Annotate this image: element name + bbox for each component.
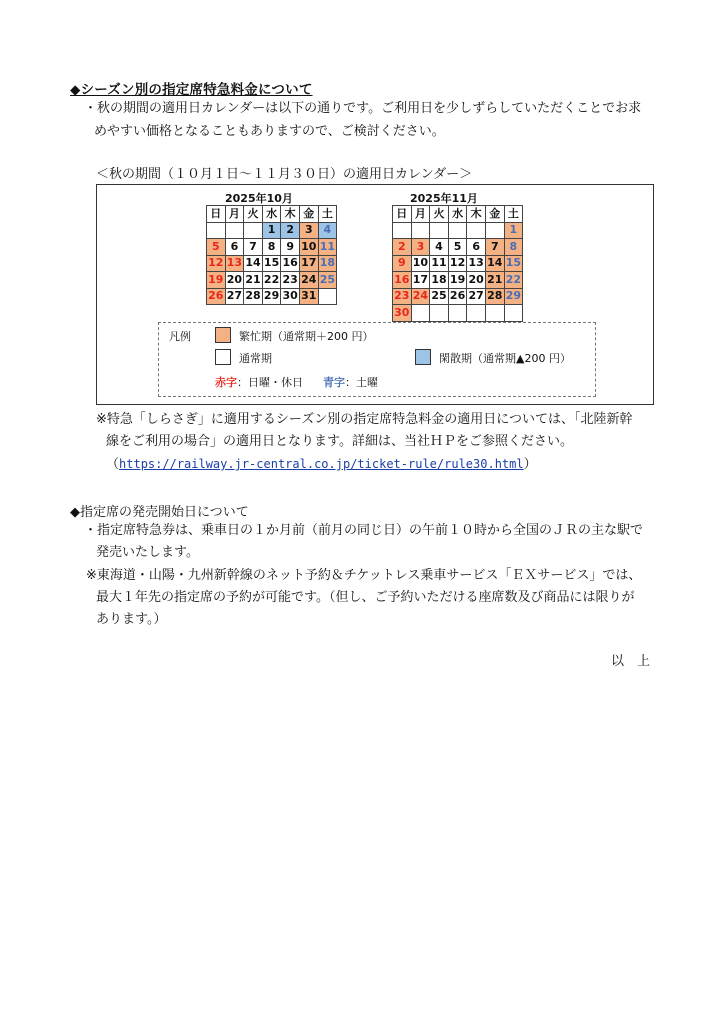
day-cell: 25 — [318, 272, 337, 289]
empty-cell — [393, 222, 412, 239]
weekday-cell: 日 — [393, 206, 412, 223]
day-cell: 22 — [262, 272, 281, 289]
day-cell: 8 — [262, 239, 281, 256]
week-row — [207, 272, 337, 289]
week-row — [393, 255, 523, 272]
empty-cell — [448, 222, 467, 239]
weekday-cell: 金 — [299, 206, 318, 223]
day-cell: 12 — [448, 255, 467, 272]
day-cell: 11 — [430, 255, 449, 272]
november-title: 2025年11月 — [410, 192, 478, 205]
day-cell: 9 — [281, 239, 300, 256]
blue-desc: ：土曜 — [345, 376, 378, 389]
week-row — [207, 222, 337, 239]
off-swatch — [415, 349, 431, 365]
legend-box — [158, 322, 596, 397]
week-row — [393, 288, 523, 305]
day-cell: 17 — [299, 255, 318, 272]
weekday-cell: 月 — [411, 206, 430, 223]
rule-link[interactable]: https://railway.jr-central.co.jp/ticket-rule/rule30.html — [119, 457, 524, 471]
weekday-cell: 火 — [430, 206, 449, 223]
day-cell: 13 — [467, 255, 486, 272]
red-label: 赤字 — [215, 376, 237, 389]
day-cell: 23 — [281, 272, 300, 289]
weekday-cell: 土 — [318, 206, 337, 223]
empty-cell — [430, 222, 449, 239]
section2-line3: ※東海道・山陽・九州新幹線のネット予約＆チケットレス乗車サービス「ＥＸサービス」では、 — [86, 568, 642, 583]
day-cell: 2 — [281, 222, 300, 239]
legend-busy: 繁忙期（通常期＋200 円） — [239, 330, 374, 343]
day-cell: 6 — [225, 239, 244, 256]
day-cell: 3 — [299, 222, 318, 239]
day-cell: 10 — [299, 239, 318, 256]
week-row — [393, 222, 523, 239]
empty-cell — [467, 305, 486, 322]
normal-swatch — [215, 349, 231, 365]
day-cell: 26 — [448, 288, 467, 305]
day-cell: 24 — [299, 272, 318, 289]
weekday-header-row — [207, 206, 337, 223]
week-row — [207, 255, 337, 272]
day-cell: 28 — [244, 288, 263, 305]
day-cell: 5 — [448, 239, 467, 256]
section2-line2: 発売いたします。 — [96, 545, 199, 560]
closing-text: 以 上 — [611, 654, 651, 669]
october-calendar — [206, 205, 337, 305]
day-cell: 18 — [430, 272, 449, 289]
day-cell: 28 — [485, 288, 504, 305]
weekday-cell: 土 — [504, 206, 523, 223]
section2-heading: ◆指定席の発売開始日について — [70, 505, 249, 520]
day-cell: 24 — [411, 288, 430, 305]
empty-cell — [467, 222, 486, 239]
note1-line2: 線をご利用の場合」の適用日となります。詳細は、当社ＨＰをご参照ください。 — [106, 434, 573, 449]
empty-cell — [411, 305, 430, 322]
section2-line1: ・指定席特急券は、乗車日の１か月前（前月の同じ日）の午前１０時から全国のＪＲの主な駅で — [84, 523, 644, 538]
day-cell: 23 — [393, 288, 412, 305]
section2-line5: あります。） — [96, 612, 167, 627]
day-cell: 1 — [262, 222, 281, 239]
week-row — [207, 288, 337, 305]
weekday-cell: 水 — [262, 206, 281, 223]
blue-label: 青字 — [323, 376, 345, 389]
day-cell: 14 — [485, 255, 504, 272]
empty-cell — [244, 222, 263, 239]
day-cell: 19 — [207, 272, 226, 289]
day-cell: 20 — [225, 272, 244, 289]
november-calendar — [392, 205, 523, 322]
day-cell: 12 — [207, 255, 226, 272]
day-cell: 13 — [225, 255, 244, 272]
day-cell: 27 — [225, 288, 244, 305]
day-cell: 27 — [467, 288, 486, 305]
day-cell: 8 — [504, 239, 523, 256]
weekday-header-row — [393, 206, 523, 223]
day-cell: 10 — [411, 255, 430, 272]
weekday-cell: 木 — [467, 206, 486, 223]
weekday-cell: 日 — [207, 206, 226, 223]
day-cell: 18 — [318, 255, 337, 272]
day-cell: 7 — [485, 239, 504, 256]
day-cell: 21 — [244, 272, 263, 289]
day-cell: 29 — [504, 288, 523, 305]
section2-line4: 最大１年先の指定席の予約が可能です。（但し、ご予約いただける座席数及び商品には限りが — [96, 590, 635, 605]
day-cell: 9 — [393, 255, 412, 272]
calendar-caption: ＜秋の期間（１０月１日～１１月３０日）の適用日カレンダー＞ — [96, 167, 473, 182]
legend-blue-note — [323, 374, 378, 390]
week-row — [393, 239, 523, 256]
weekday-cell: 月 — [225, 206, 244, 223]
section1-line1: ・秋の期間の適用日カレンダーは以下の通りです。ご利用日を少しずらしていただくことでお求 — [84, 101, 642, 116]
day-cell: 25 — [430, 288, 449, 305]
day-cell: 14 — [244, 255, 263, 272]
day-cell: 31 — [299, 288, 318, 305]
week-row — [393, 272, 523, 289]
paren-close: ） — [523, 457, 537, 472]
weekday-cell: 火 — [244, 206, 263, 223]
busy-swatch — [215, 327, 231, 343]
legend-title: 凡例 — [169, 330, 191, 343]
weekday-cell: 金 — [485, 206, 504, 223]
day-cell: 30 — [393, 305, 412, 322]
empty-cell — [485, 222, 504, 239]
day-cell: 4 — [318, 222, 337, 239]
section1-heading: ◆シーズン別の指定席特急料金について — [70, 82, 313, 98]
day-cell: 11 — [318, 239, 337, 256]
note1-link-line — [106, 453, 537, 476]
week-row — [207, 239, 337, 256]
day-cell: 15 — [504, 255, 523, 272]
october-title: 2025年10月 — [225, 192, 293, 205]
section1-line2: めやすい価格となることもありますので、ご検討ください。 — [94, 124, 445, 139]
day-cell: 6 — [467, 239, 486, 256]
day-cell: 1 — [504, 222, 523, 239]
legend-normal: 通常期 — [239, 352, 272, 365]
day-cell: 30 — [281, 288, 300, 305]
day-cell: 4 — [430, 239, 449, 256]
paren-open: （ — [106, 457, 120, 472]
day-cell: 26 — [207, 288, 226, 305]
legend-red-note — [215, 374, 303, 390]
red-desc: ：日曜・休日 — [237, 376, 303, 389]
weekday-cell: 水 — [448, 206, 467, 223]
day-cell: 21 — [485, 272, 504, 289]
empty-cell — [448, 305, 467, 322]
weekday-cell: 木 — [281, 206, 300, 223]
day-cell: 15 — [262, 255, 281, 272]
day-cell: 3 — [411, 239, 430, 256]
empty-cell — [430, 305, 449, 322]
day-cell: 16 — [281, 255, 300, 272]
day-cell: 20 — [467, 272, 486, 289]
day-cell: 22 — [504, 272, 523, 289]
day-cell: 2 — [393, 239, 412, 256]
note1-line1: ※特急「しらさぎ」に適用するシーズン別の指定席特急料金の適用日については、「北陸新幹 — [96, 412, 633, 427]
day-cell: 29 — [262, 288, 281, 305]
empty-cell — [485, 305, 504, 322]
day-cell: 17 — [411, 272, 430, 289]
empty-cell — [225, 222, 244, 239]
legend-off: 閑散期（通常期▲200 円） — [439, 352, 571, 365]
day-cell: 19 — [448, 272, 467, 289]
day-cell: 16 — [393, 272, 412, 289]
empty-cell — [411, 222, 430, 239]
week-row — [393, 305, 523, 322]
day-cell: 7 — [244, 239, 263, 256]
day-cell: 5 — [207, 239, 226, 256]
empty-cell — [318, 288, 337, 305]
empty-cell — [207, 222, 226, 239]
empty-cell — [504, 305, 523, 322]
